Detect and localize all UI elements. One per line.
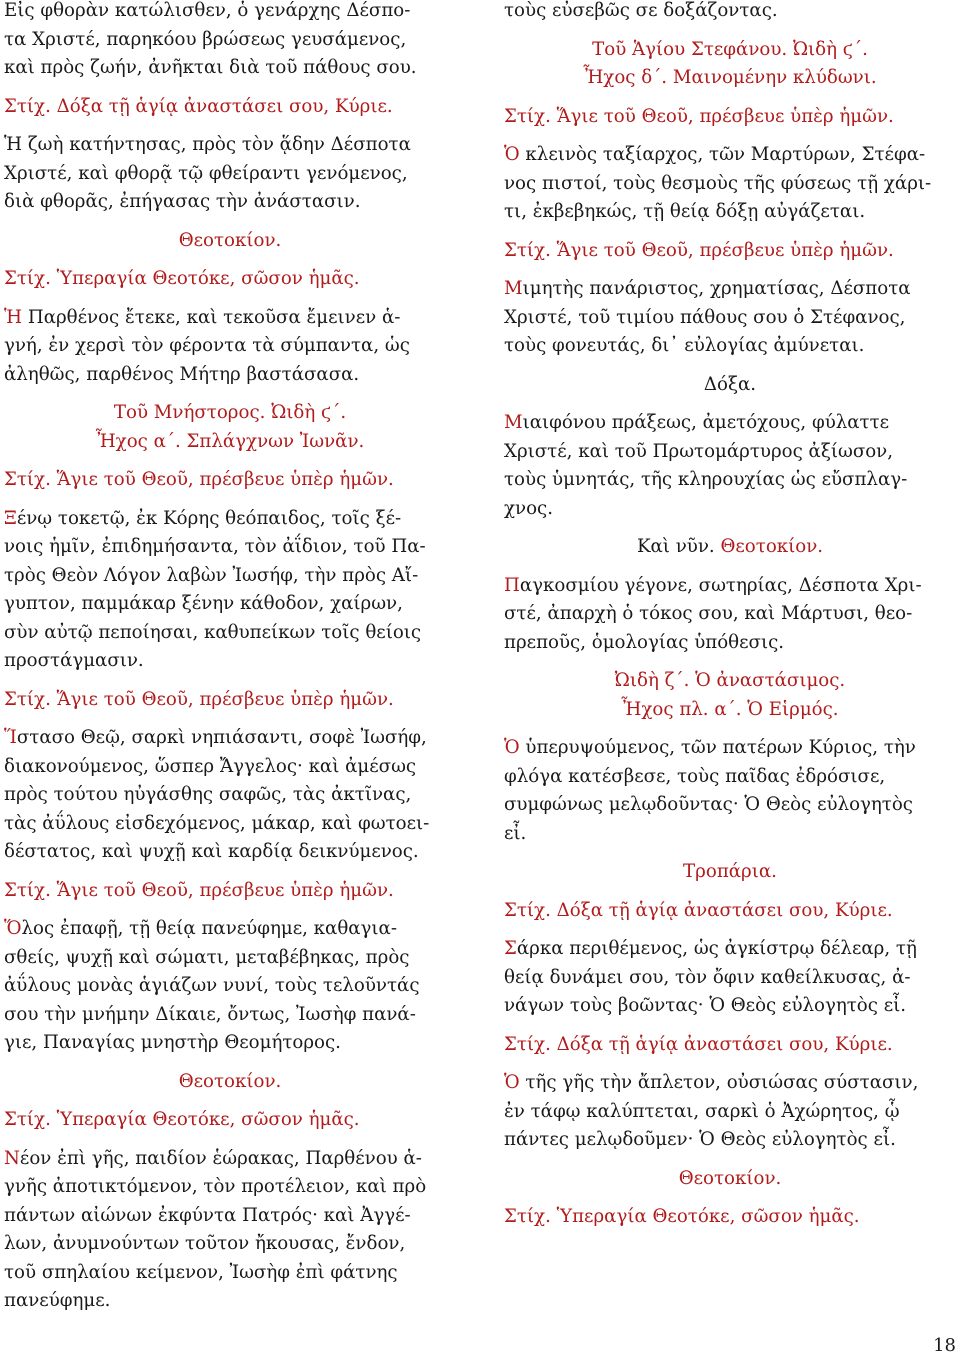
initial-letter: Ξ [4,507,17,529]
verse-stichos: Στίχ. Ἅγιε τοῦ Θεοῦ, πρέσβευε ὑπὲρ ἡμῶν. [504,239,894,261]
text-line: Ἡ ζωὴ κατήντησας, πρὸς τὸν ᾅδην Δέσποτα [4,134,411,155]
text-line: τὰς ἀΰλους εἰσδεχόμενος, μάκαρ, καὶ φωτοει- [4,812,430,834]
ode-heading [504,36,956,93]
text-line: νος πιστοί, τοὺς θεσμοὺς τῆς φύσεως τῇ χάρι- [504,172,932,194]
text-line: θείᾳ δυνάμει σου, τὸν ὄφιν καθείλκυσας, ἀ- [504,966,911,988]
text-line: τῆς γῆς τὴν ἄπλετον, οὐσιώσας σύστασιν, [519,1072,919,1093]
hymn-paragraph [504,409,956,523]
theotokion-label: Θεοτοκίον. [720,536,824,557]
text-line: Χριστέ, καὶ φθορᾷ τῷ φθείραντι γενόμενος, [4,162,408,184]
text-line: γυπτον, παμμάκαρ ξένην κάθοδον, χαίρων, [4,593,403,614]
heading-line: Ὠιδὴ ζ΄. Ὁ ἀναστάσιμος. [614,670,846,691]
hymn-paragraph [504,275,956,361]
text-line: σου τὴν μνήμην Δίκαιε, ὄντως, Ἰωσὴφ πανά- [4,1003,416,1025]
initial-letter: Ὁ [504,144,520,165]
text-line: δέστατος, καὶ ψυχῇ καὶ καρδίᾳ δεικνύμενος. [4,841,419,862]
hymn-paragraph [4,304,456,390]
text-line: συμφώνως μελῳδοῦντας· Ὁ Θεὸς εὐλογητὸς [504,794,913,815]
text-line: σθείς, ψυχῇ καὶ σώματι, μεταβέβηκας, πρὸς [4,946,410,968]
text-line: νοις ἡμῖν, ἐπιδημήσαντα, τὸν ἀΐδιον, τοῦ Πα- [4,536,426,557]
page-number: 18 [933,1335,956,1356]
verse-stichos: Στίχ. Ἅγιε τοῦ Θεοῦ, πρέσβευε ὑπὲρ ἡμῶν. [504,105,894,127]
hymn-paragraph [4,1145,456,1316]
section-heading: Θεοτοκίον. [678,1167,782,1189]
hymn-paragraph [504,572,956,658]
section-heading: Τροπάρια. [683,861,777,882]
text-line: τοὺς ὑμνητάς, τῆς κληρουχίας ὡς εὔσπλαγ- [504,469,908,490]
initial-letter: Π [504,574,520,596]
ode-heading [504,667,956,724]
doxa-heading: Δόξα. [703,373,757,395]
text-line: κλεινὸς ταξίαρχος, τῶν Μαρτύρων, Στέφα- [519,144,926,165]
verse-stichos: Στίχ. Δόξα τῇ ἁγίᾳ ἀναστάσει σου, Κύριε. [504,1033,893,1055]
kai-nyn-label: Καὶ νῦν. [636,536,715,557]
text-line: πανεύφημε. [4,1290,111,1311]
verse-stichos: Στίχ. Ὑπεραγία Θεοτόκε, σῶσον ἡμᾶς. [4,268,360,289]
text-line: πρὸς τούτου ηὐγάσθης σαφῶς, τὰς ἀκτῖνας, [4,784,412,805]
text-line: διὰ φθορᾶς, ἐπήγασας τὴν ἀνάστασιν. [4,191,361,212]
text-line: πάντων αἰώνων ἐκφύντα Πατρός· καὶ Ἀγγέ- [4,1204,411,1226]
text-line: αγκοσμίου γέγονε, σωτηρίας, Δέσποτα Χρι- [519,574,922,596]
verse-stichos: Στίχ. Ἅγιε τοῦ Θεοῦ, πρέσβευε ὑπὲρ ἡμῶν. [4,688,394,710]
kai-nyn-heading [504,533,956,562]
hymn-paragraph [504,141,956,227]
hymn-paragraph [504,0,956,26]
text-line: ἀΰλους μονὰς ἁγιάζων νυνί, τοὺς τελοῦντάς [4,975,420,996]
hymn-paragraph [4,0,456,83]
heading-line: Τοῦ Ἁγίου Στεφάνου. Ὠιδὴ ϛ΄. [592,38,868,60]
heading-line: Ἦχος δ΄. Μαινομένην κλύδωνι. [583,67,877,88]
initial-letter: Ὅ [4,918,22,939]
initial-letter: Ὁ [504,737,520,758]
heading-line: Τοῦ Μνήστορος. Ὠιδὴ ϛ΄. [113,402,347,423]
verse-stichos: Στίχ. Ἅγιε τοῦ Θεοῦ, πρέσβευε ὑπὲρ ἡμῶν. [4,879,394,901]
text-line: γνή, ἐν χερσὶ τὸν φέροντα τὰ σύμπαντα, ὡς [4,335,410,356]
verse-stichos: Στίχ. Ὑπεραγία Θεοτόκε, σῶσον ἡμᾶς. [504,1206,860,1227]
text-line: ἀληθῶς, παρθένος Μήτηρ βαστάσασα. [4,363,360,385]
ode-heading [4,399,456,456]
text-line: τοὺς εὐσεβῶς σε δοξάζοντας. [504,0,778,21]
left-column [4,0,456,1326]
verse-stichos: Στίχ. Ὑπεραγία Θεοτόκε, σῶσον ἡμᾶς. [4,1109,360,1130]
text-line: καὶ πρὸς ζωήν, ἀνῆκται διὰ τοῦ πάθους σου. [4,57,417,78]
text-line: γνῆς ἀποτικτόμενον, τὸν προτέλειον, καὶ πρὸ [4,1176,427,1197]
text-line: νάγων τοὺς βοῶντας· Ὁ Θεὸς εὐλογητὸς εἶ. [504,995,907,1016]
hymn-paragraph [504,734,956,848]
text-line: Παρθένος ἔτεκε, καὶ τεκοῦσα ἔμεινεν ἁ- [22,306,401,328]
text-line: λων, ἀνυμνούντων τοῦτον ἤκουσας, ἔνδον, [4,1233,406,1254]
text-line: τα Χριστέ, παρηκόου βρώσεως γευσάμενος, [4,28,407,50]
text-line: τοῦ σπηλαίου κείμενον, Ἰωσὴφ ἐπὶ φάτνης [4,1261,398,1283]
text-line: ὑπερυψούμενος, τῶν πατέρων Κύριος, τὴν [519,737,916,758]
section-heading: Θεοτοκίον. [178,229,282,251]
heading-line: Ἦχος πλ. α΄. Ὁ Εἱρμός. [621,698,839,720]
initial-letter: Ὁ [504,1072,520,1093]
text-line: Εἰς φθορὰν κατώλισθεν, ὁ γενάρχης Δέσπο- [4,0,411,21]
verse-stichos: Στίχ. Δόξα τῇ ἁγίᾳ ἀναστάσει σου, Κύριε. [4,95,393,117]
heading-line: Ἦχος α΄. Σπλάγχνων Ἰωνᾶν. [95,430,365,452]
initial-letter: Μ [504,278,523,299]
right-column [504,0,956,1242]
text-line: άρκα περιθέμενος, ὡς ἀγκίστρῳ δέλεαρ, τῇ [516,938,917,959]
text-line: στασο Θεῷ, σαρκὶ νηπιάσαντι, σοφὲ Ἰωσήφ, [16,727,427,748]
initial-letter: Σ [504,938,517,959]
verse-stichos: Στίχ. Δόξα τῇ ἁγίᾳ ἀναστάσει σου, Κύριε. [504,899,893,921]
text-line: προστάγμασιν. [4,650,144,671]
initial-letter: Μ [504,412,523,433]
text-line: χνος. [504,497,553,519]
text-line: σὺν αὐτῷ πεποίησαι, καθυπείκων τοῖς θείοις [4,621,422,643]
text-line: Χριστέ, καὶ τοῦ Πρωτομάρτυρος ἀξίωσον, [504,440,894,462]
text-line: γιε, Παναγίας μνηστὴρ Θεομήτορος. [4,1032,341,1053]
initial-letter: Ἵ [4,727,17,748]
text-line: ἐν τάφῳ καλύπτεται, σαρκὶ ὁ Ἀχώρητος, ᾧ [504,1100,900,1122]
text-line: στέ, ἀπαρχὴ ὁ τόκος σου, καὶ Μάρτυσι, θεο- [504,603,913,624]
text-line: πάντες μελῳδοῦμεν· Ὁ Θεὸς εὐλογητὸς εἶ. [504,1129,896,1150]
text-line: ιαιφόνου πράξεως, ἀμετόχους, φύλαττε [522,412,890,433]
text-line: πρεποῦς, ὁμολογίας ὑπόθεσις. [504,631,785,653]
text-line: τι, ἐκβεβηκώς, τῇ θείᾳ δόξῃ αὐγάζεται. [504,201,866,222]
text-line: ιμητὴς πανάριστος, χρηματίσας, Δέσποτα [522,278,911,299]
initial-letter: Ν [4,1147,20,1169]
text-line: εἶ. [504,822,527,844]
text-line: διακονούμενος, ὥσπερ Ἄγγελος· καὶ ἀμέσως [4,755,417,777]
text-line: φλόγα κατέσβεσε, τοὺς παῖδας ἐδρόσισε, [504,765,886,787]
initial-letter: Ἡ [4,306,23,328]
hymn-paragraph [4,131,456,217]
hymn-paragraph [4,724,456,867]
hymn-paragraph [4,505,456,676]
text-line: τρὸς Θεὸν Λόγον λαβὼν Ἰωσήφ, τὴν πρὸς Αἴ- [4,564,419,586]
text-line: έον ἐπὶ γῆς, παιδίον ἑώρακας, Παρθένου ἁ- [19,1147,422,1169]
text-line: λος ἐπαφῇ, τῇ θείᾳ πανεύφημε, καθαγια- [21,918,397,939]
section-heading: Θεοτοκίον. [178,1070,282,1092]
text-line: Χριστέ, τοῦ τιμίου πάθους σου ὁ Στέφανος, [504,306,906,328]
verse-stichos: Στίχ. Ἅγιε τοῦ Θεοῦ, πρέσβευε ὑπὲρ ἡμῶν. [4,469,394,490]
text-line: ένῳ τοκετῷ, ἐκ Κόρης θεόπαιδος, τοῖς ξέ- [16,507,402,529]
hymn-paragraph [504,1069,956,1155]
hymn-paragraph [4,915,456,1058]
text-line: τοὺς φονευτάς, δι᾽ εὐλογίας ἀμύνεται. [504,335,865,356]
hymn-paragraph [504,935,956,1021]
